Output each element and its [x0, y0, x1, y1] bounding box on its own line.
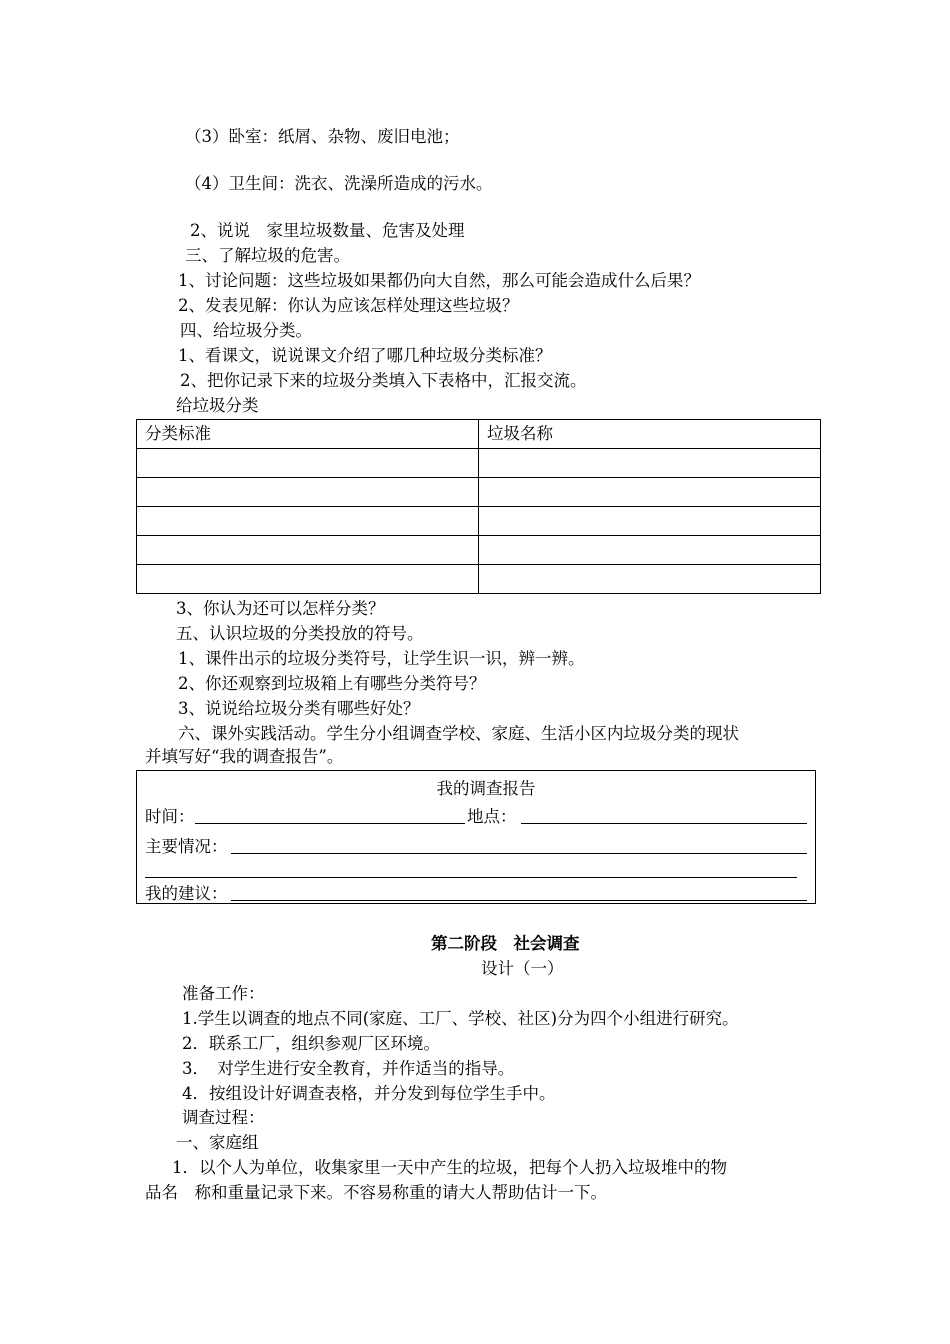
section-heading: 三、了解垃圾的危害。: [185, 246, 350, 265]
text-line: 1．以个人为单位，收集家里一天中产生的垃圾，把每个人扔入垃圾堆中的物: [172, 1158, 727, 1177]
table-cell[interactable]: [479, 478, 821, 507]
table-row: [137, 449, 821, 478]
text-line: 2、把你记录下来的垃圾分类填入下表格中，汇报交流。: [180, 371, 587, 390]
table-header-row: [137, 420, 821, 449]
text-line: 并填写好“我的调查报告”。: [145, 747, 344, 766]
table-row: [137, 565, 821, 594]
time-label: 时间：: [145, 807, 195, 826]
text-line: 2、说说 家里垃圾数量、危害及处理: [190, 221, 465, 240]
text-line: 品名 称和重量记录下来。不容易称重的请大人帮助估计一下。: [145, 1183, 607, 1202]
table-cell[interactable]: [479, 565, 821, 594]
table-cell[interactable]: [137, 478, 479, 507]
classification-table: [136, 419, 821, 594]
table-header-name: 垃圾名称: [479, 420, 821, 449]
section-subtitle: 设计（一）: [481, 959, 564, 978]
table-row: [137, 478, 821, 507]
text-line: 3． 对学生进行安全教育，并作适当的指导。: [182, 1059, 515, 1078]
place-field[interactable]: [521, 823, 807, 824]
text-line: 2、你还观察到垃圾箱上有哪些分类符号？: [178, 674, 486, 693]
text-line: 4．按组设计好调查表格，并分发到每位学生手中。: [182, 1084, 556, 1103]
text-line: 1.学生以调查的地点不同(家庭、工厂、学校、社区)分为四个小组进行研究。: [182, 1009, 739, 1028]
report-title: 我的调查报告: [436, 779, 536, 798]
situation-field[interactable]: [231, 853, 807, 854]
table-caption: 给垃圾分类: [176, 396, 259, 415]
situation-label: 主要情况：: [145, 837, 228, 856]
table-cell[interactable]: [137, 449, 479, 478]
table-cell[interactable]: [137, 507, 479, 536]
table-cell[interactable]: [479, 507, 821, 536]
section-heading: 六、课外实践活动。学生分小组调查学校、家庭、生活小区内垃圾分类的现状: [178, 724, 739, 743]
section-heading: 四、给垃圾分类。: [180, 321, 312, 340]
section-heading: 一、家庭组: [176, 1133, 259, 1152]
table-header-standard: 分类标准: [137, 420, 479, 449]
text-line: 3、说说给垃圾分类有哪些好处？: [178, 699, 420, 718]
text-line: 2、发表见解：你认为应该怎样处理这些垃圾？: [178, 296, 519, 315]
text-line: 调查过程：: [182, 1108, 265, 1127]
table-row: [137, 507, 821, 536]
text-line: 1、讨论问题：这些垃圾如果都仍向大自然，那么可能会造成什么后果？: [178, 271, 700, 290]
text-line: （4）卫生间：洗衣、洗澡所造成的污水。: [185, 174, 493, 193]
table-cell[interactable]: [137, 536, 479, 565]
table-cell[interactable]: [479, 449, 821, 478]
text-line: 1、课件出示的垃圾分类符号，让学生识一识，辨一辨。: [178, 649, 585, 668]
suggestion-label: 我的建议：: [145, 884, 228, 903]
situation-field-line2[interactable]: [145, 877, 797, 878]
time-field[interactable]: [195, 823, 465, 824]
table-cell[interactable]: [479, 536, 821, 565]
text-line: 准备工作：: [182, 984, 265, 1003]
place-label: 地点：: [467, 807, 517, 826]
section-title: 第二阶段 社会调查: [431, 934, 580, 953]
text-line: 2．联系工厂，组织参观厂区环境。: [182, 1034, 440, 1053]
survey-report-box: [136, 770, 816, 904]
text-line: 3、你认为还可以怎样分类？: [176, 599, 385, 618]
section-heading: 五、认识垃圾的分类投放的符号。: [176, 624, 424, 643]
text-line: （3）卧室：纸屑、杂物、废旧电池；: [185, 127, 460, 146]
table-cell[interactable]: [137, 565, 479, 594]
text-line: 1、看课文，说说课文介绍了哪几种垃圾分类标准？: [178, 346, 552, 365]
table-row: [137, 536, 821, 565]
suggestion-field[interactable]: [231, 900, 807, 901]
